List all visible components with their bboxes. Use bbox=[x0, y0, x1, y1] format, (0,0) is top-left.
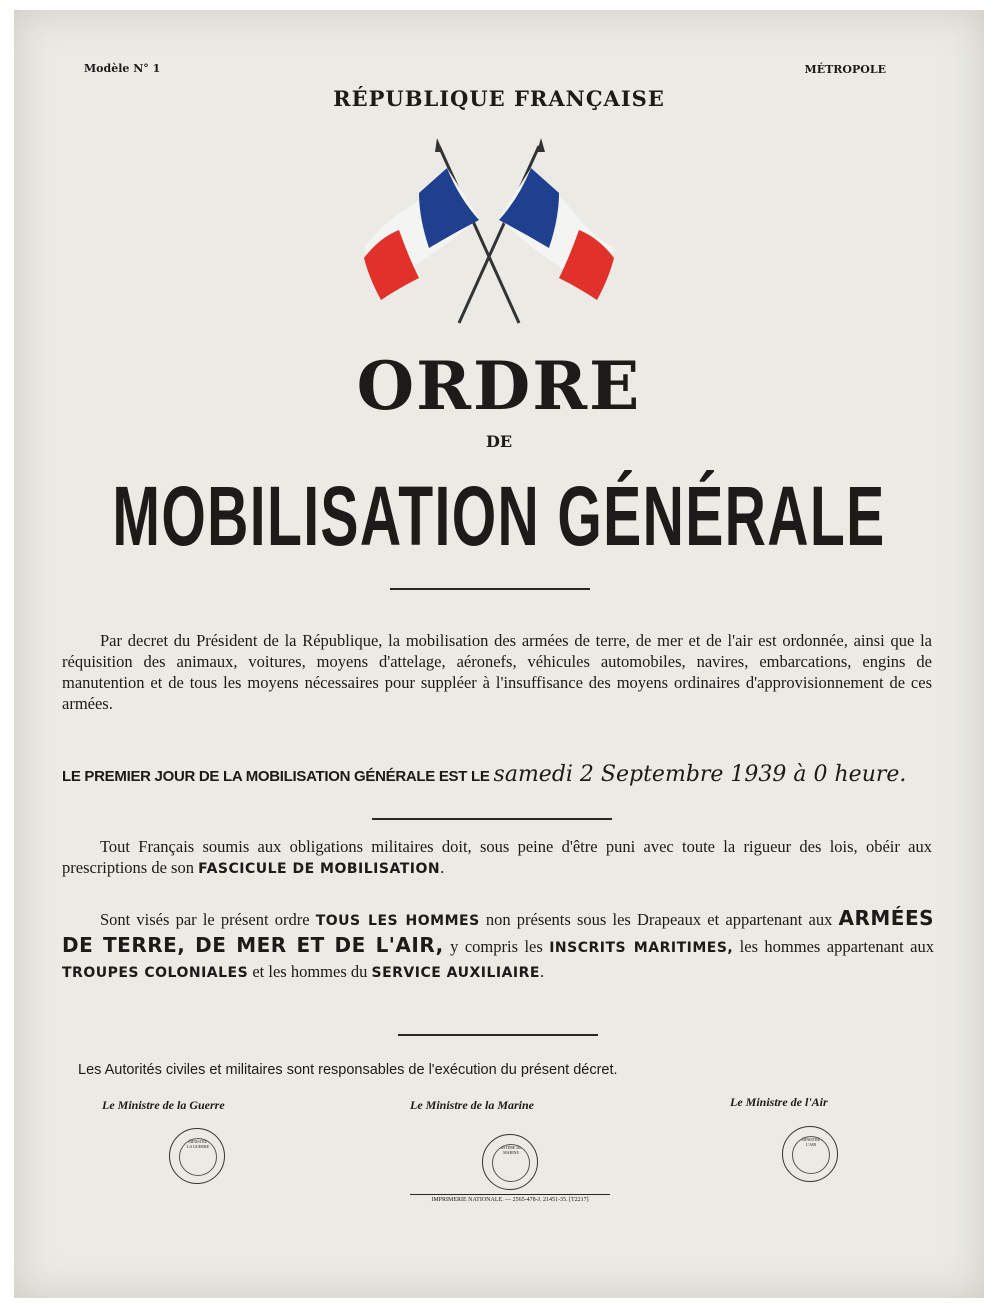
emphasis-troupes: TROUPES COLONIALES bbox=[62, 965, 249, 981]
printer-rule bbox=[410, 1194, 610, 1195]
ornamental-divider bbox=[398, 1034, 598, 1036]
air-ministry-seal bbox=[782, 1126, 838, 1182]
seal-text: MINISTÈRE DE LA MARINE bbox=[492, 1144, 530, 1182]
crossed-flags-icon bbox=[359, 138, 619, 333]
closing-statement: Les Autorités civiles et militaires sont responsables de l'exécution du présent décret. bbox=[78, 1062, 618, 1078]
decree-paragraph: Par decret du Président de la République, la mobilisation des armées de terre, de mer et de l'air est ordonnée, ainsi que la réquisition des animaux, voitures, moyens d'attelage, aéronefs, véhicules automobiles, navires, embarcations, engins de manutention et de tous les moyens nécessaires pour suppléer à l'insuffisance des moyens ordinaires d'approvisionnement de ces armées. bbox=[62, 631, 932, 713]
text: et les hommes du bbox=[252, 962, 368, 981]
first-day-line bbox=[62, 760, 962, 792]
text: les hommes appartenant aux bbox=[739, 937, 935, 956]
text: y compris les bbox=[450, 937, 543, 956]
period: . bbox=[539, 962, 545, 981]
fascicule-emphasis: FASCICULE DE MOBILISATION bbox=[198, 861, 441, 877]
signatory-air: Le Ministre de l'Air bbox=[730, 1095, 828, 1109]
ornamental-divider bbox=[372, 818, 612, 820]
poster bbox=[14, 10, 984, 1298]
first-day-handwritten-date: samedi 2 Septembre 1939 à 0 heure. bbox=[493, 762, 907, 787]
title-de: DE bbox=[485, 432, 513, 451]
period: . bbox=[440, 858, 445, 877]
republic-heading: RÉPUBLIQUE FRANÇAISE bbox=[333, 86, 665, 111]
model-number: Modèle N° 1 bbox=[84, 62, 161, 75]
title-ordre: ORDRE bbox=[356, 347, 642, 425]
seal-text: LE MINISTRE DE L'AIR bbox=[792, 1136, 830, 1174]
obligations-paragraph bbox=[62, 836, 932, 880]
ornamental-divider bbox=[390, 588, 590, 590]
signatory-navy: Le Ministre de la Marine bbox=[410, 1098, 535, 1112]
title-mobilisation: MOBILISATION GÉNÉRALE bbox=[112, 469, 886, 563]
emphasis-service: SERVICE AUXILIAIRE bbox=[371, 965, 540, 981]
first-day-printed: LE PREMIER JOUR DE LA MOBILISATION GÉNÉRALE EST LE bbox=[62, 768, 490, 785]
region-label: MÉTROPOLE bbox=[804, 63, 886, 76]
emphasis-all-men: TOUS LES HOMMES bbox=[315, 913, 480, 929]
text: Sont visés par le présent ordre bbox=[100, 910, 310, 929]
printer-imprint: IMPRIMERIE NATIONALE. — 2565-478-J. 21451-35. [T2217] bbox=[431, 1197, 589, 1203]
emphasis-inscrits: INSCRITS MARITIMES, bbox=[549, 940, 734, 956]
war-ministry-seal bbox=[169, 1128, 225, 1184]
obligations-text: Tout Français soumis aux obligations militaires doit, sous peine d'être puni avec toute la rigueur des lois, obéir aux prescriptions de son bbox=[62, 837, 932, 877]
emphasis-armies: ARMÉES DE TERRE, DE MER ET DE L'AIR, bbox=[62, 906, 935, 957]
seal-text: LE MINISTRE DE LA GUERRE bbox=[179, 1138, 217, 1176]
concerned-paragraph bbox=[62, 906, 934, 985]
text: non présents sous les Drapeaux et appartenant aux bbox=[485, 910, 833, 929]
signatory-war: Le Ministre de la Guerre bbox=[102, 1098, 225, 1112]
navy-ministry-seal bbox=[482, 1134, 538, 1190]
